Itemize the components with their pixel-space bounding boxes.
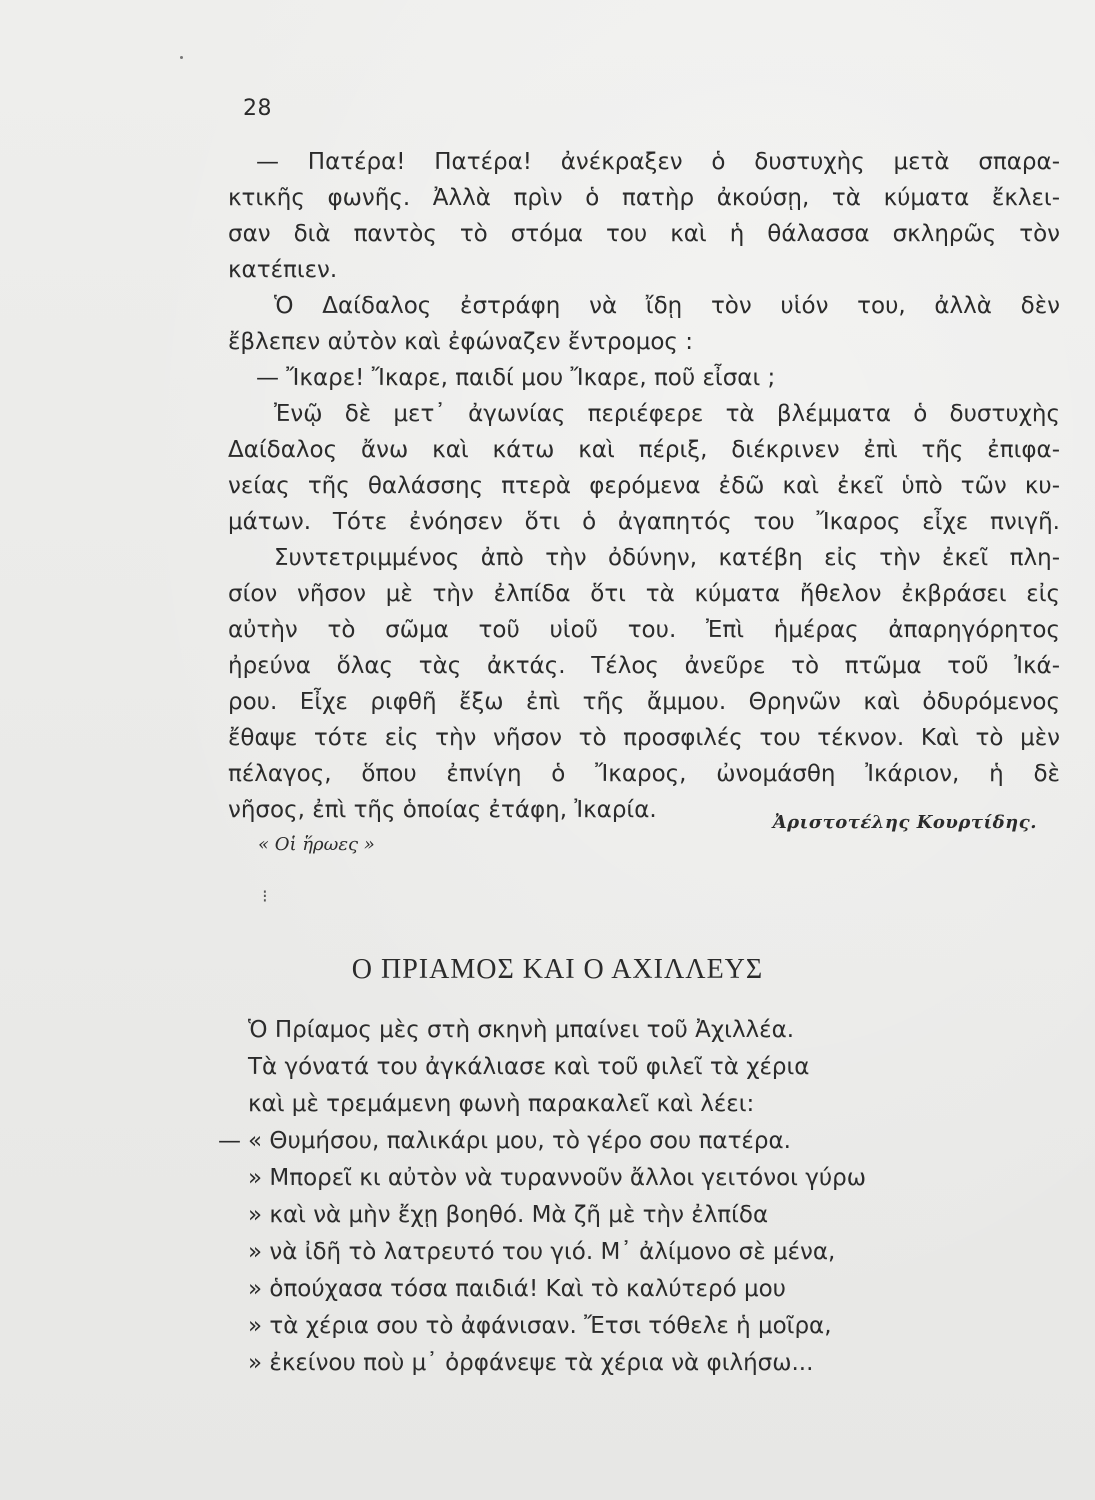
poem-line-text: » νὰ ἰδῆ τὸ λατρευτό του γιό. Μ᾽ ἀλίμονο σὲ μένα,: [248, 1239, 836, 1265]
poem-line-text: Τὰ γόνατά του ἀγκάλιασε καὶ τοῦ φιλεῖ τὰ χέρια: [248, 1054, 810, 1080]
poem-line: [218, 1086, 866, 1123]
prose-line: μάτων. Τότε ἐνόησεν ὅτι ὁ ἀγαπητός του Ἴκαρος εἶχε πνιγῆ.: [228, 509, 1060, 535]
poem: [218, 1012, 866, 1382]
poem-line: [218, 1160, 866, 1197]
poem-line: [218, 1234, 866, 1271]
poem-line: [218, 1345, 866, 1382]
prose-line: Ὁ Δαίδαλος ἐστράφη νὰ ἴδῃ τὸν υἱόν του, ἀλλὰ δὲν: [274, 293, 1060, 319]
poem-line-text: « Θυμήσου, παλικάρι μου, τὸ γέρο σου πατέρα.: [248, 1128, 791, 1154]
poem-line: [218, 1123, 866, 1160]
prose-line: — Ἴκαρε! Ἴκαρε, παιδί μου Ἴκαρε, ποῦ εἶσαι ;: [256, 365, 776, 391]
prose-line: σαν διὰ παντὸς τὸ στόμα του καὶ ἡ θάλασσα σκληρῶς τὸν: [228, 221, 1060, 247]
prose-line: σίον νῆσον μὲ τὴν ἐλπίδα ὅτι τὰ κύματα ἤθελον ἐκβράσει εἰς: [228, 581, 1060, 607]
author-attribution: Ἀριστοτέλης Κουρτίδης.: [772, 812, 1037, 833]
prose-line: Ἐνῷ δὲ μετ᾽ ἀγωνίας περιέφερε τὰ βλέμματα ὁ δυστυχὴς: [274, 401, 1060, 427]
prose-line: αὐτὴν τὸ σῶμα τοῦ υἱοῦ του. Ἐπὶ ἡμέρας ἀπαρηγόρητος: [228, 617, 1060, 643]
page-number: 28: [243, 96, 272, 121]
prose-line: ρου. Εἶχε ριφθῆ ἔξω ἐπὶ τῆς ἄμμου. Θρηνῶν καὶ ὀδυρόμενος: [228, 689, 1060, 715]
prose-line: — Πατέρα! Πατέρα! ἀνέκραξεν ὁ δυστυχὴς μετὰ σπαρα-: [256, 149, 1060, 175]
poem-line-text: » ἐκείνου ποὺ μ᾽ ὀρφάνεψε τὰ χέρια νὰ φιλήσω...: [248, 1350, 814, 1376]
poem-title: Ο ΠΡΙΑΜΟΣ ΚΑΙ Ο ΑΧΙΛΛΕΥΣ: [351, 954, 764, 985]
ink-mark: ⁝: [262, 886, 268, 907]
prose-line: Συντετριμμένος ἀπὸ τὴν ὀδύνην, κατέβη εἰς τὴν ἐκεῖ πλη-: [274, 545, 1060, 571]
prose-line: νῆσος, ἐπὶ τῆς ὁποίας ἐτάφη, Ἰκαρία.: [228, 797, 657, 823]
poem-line: [218, 1012, 866, 1049]
poem-line: [218, 1049, 866, 1086]
poem-line-text: » ὁπούχασα τόσα παιδιά! Καὶ τὸ καλύτερό μου: [248, 1276, 786, 1302]
dialogue-dash: —: [218, 1128, 241, 1154]
poem-line-text: » καὶ νὰ μὴν ἔχῃ βοηθό. Μὰ ζῆ μὲ τὴν ἐλπίδα: [248, 1202, 769, 1228]
poem-line-text: » τὰ χέρια σου τὸ ἀφάνισαν. Ἔτσι τόθελε ἡ μοῖρα,: [248, 1313, 832, 1339]
prose-line: ἔθαψε τότε εἰς τὴν νῆσον τὸ προσφιλές του τέκνον. Καὶ τὸ μὲν: [228, 725, 1060, 751]
source-citation: « Οἱ ἥρωες »: [258, 834, 375, 855]
prose-line: ἔβλεπεν αὐτὸν καὶ ἐφώναζεν ἔντρομος :: [228, 329, 693, 355]
prose-line: ἠρεύνα ὅλας τὰς ἀκτάς. Τέλος ἀνεῦρε τὸ πτῶμα τοῦ Ἰκά-: [228, 653, 1060, 679]
prose-line: Δαίδαλος ἄνω καὶ κάτω καὶ πέριξ, διέκρινεν ἐπὶ τῆς ἐπιφα-: [228, 437, 1060, 463]
prose-line: πέλαγος, ὅπου ἐπνίγη ὁ Ἴκαρος, ὠνομάσθη Ἰκάριον, ἡ δὲ: [228, 761, 1060, 787]
prose-passage: [228, 144, 1060, 828]
poem-line-text: καὶ μὲ τρεμάμενη φωνὴ παρακαλεῖ καὶ λέει:: [248, 1091, 755, 1117]
poem-line-text: Ὁ Πρίαμος μὲς στὴ σκηνὴ μπαίνει τοῦ Ἀχιλλέα.: [248, 1017, 795, 1043]
prose-line: νείας τῆς θαλάσσης πτερὰ φερόμενα ἐδῶ καὶ ἐκεῖ ὑπὸ τῶν κυ-: [228, 473, 1060, 499]
prose-line: κατέπιεν.: [228, 257, 338, 283]
poem-line: [218, 1197, 866, 1234]
poem-line-text: » Μπορεῖ κι αὐτὸν νὰ τυραννοῦν ἄλλοι γειτόνοι γύρω: [248, 1165, 867, 1191]
prose-line: κτικῆς φωνῆς. Ἀλλὰ πρὶν ὁ πατὴρ ἀκούσῃ, τὰ κύματα ἔκλει-: [228, 185, 1060, 211]
poem-line: [218, 1271, 866, 1308]
paper-speck: [180, 56, 183, 59]
poem-line: [218, 1308, 866, 1345]
